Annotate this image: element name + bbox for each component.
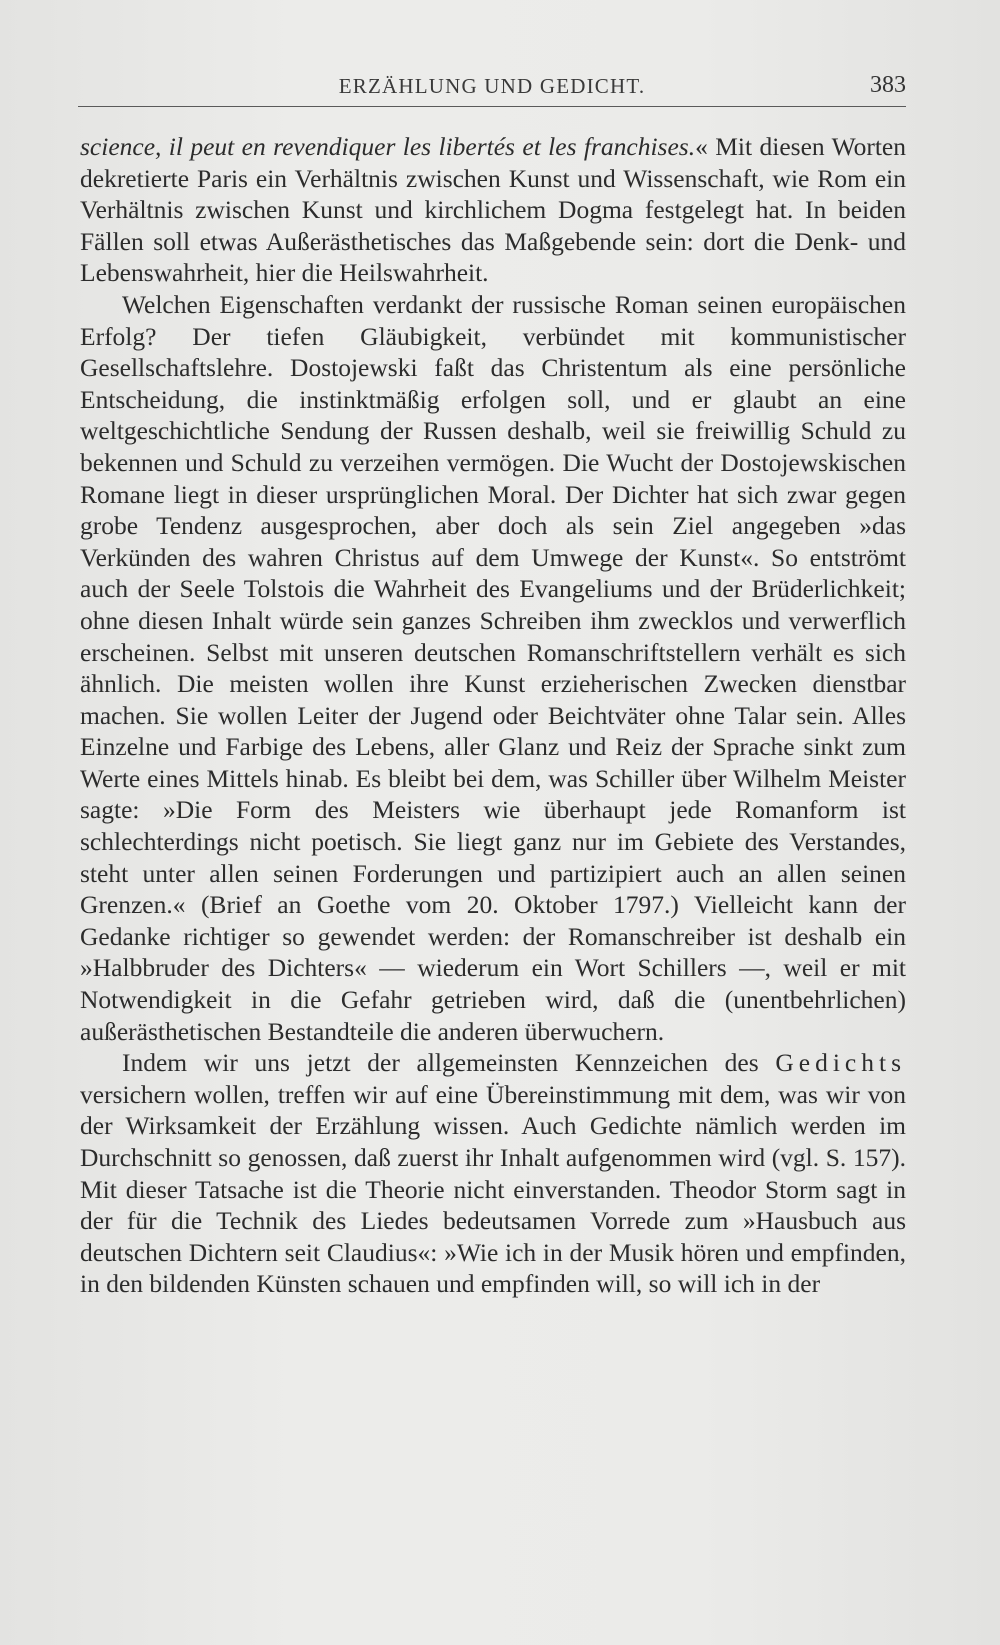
paragraph-3: [80, 1047, 906, 1300]
paragraph-3-text-end: versichern wollen, treffen wir auf eine Übereinstimmung mit dem, was wir von der Wirksamkeit der Erzählung wissen. Auch Gedichte nämlich werden im Durchschnitt so genossen, daß zuerst ihr Inhalt aufgenommen wird (vgl. S. 157). Mit dieser Tatsache ist die Theorie nicht einverstanden. Theodor Storm sagt in der für die Technik des Liedes bedeutsamen Vorrede zum »Hausbuch aus deutschen Dichtern seit Claudius«: »Wie ich in der Musik hören und empfinden, in den bildenden Künsten schauen und empfinden will, so will ich in der: [80, 1079, 906, 1299]
emphasized-word: Gedichts: [775, 1048, 906, 1078]
french-quotation: science, il peut en revendiquer les libertés et les franchises.: [80, 132, 696, 161]
paragraph-3-text-start: Indem wir uns jetzt der allgemeinsten Kennzeichen des: [122, 1048, 776, 1078]
paragraph-1: [80, 131, 906, 289]
paragraph-2: Welchen Eigenschaften verdankt der russische Roman seinen europäischen Erfolg? Der tiefen Gläubigkeit, verbündet mit kommunistischer Gesellschaftslehre. Dostojewski faßt das Christentum als eine persönliche Entscheidung, die instinktmäßig erfolgen soll, und er glaubt an eine weltgeschichtliche Sendung der Russen deshalb, weil sie freiwillig Schuld zu bekennen und Schuld zu verzeihen vermögen. Die Wucht der Dostojewskischen Romane liegt in dieser ursprünglichen Moral. Der Dichter hat sich zwar gegen grobe Tendenz ausgesprochen, aber doch als sein Ziel angegeben »das Verkünden des wahren Christus auf dem Umwege der Kunst«. So entströmt auch der Seele Tolstois die Wahrheit des Evangeliums und der Brüderlichkeit; ohne diesen Inhalt würde sein ganzes Schreiben ihm zwecklos und verwerflich erscheinen. Selbst mit unseren deutschen Romanschriftstellern verhält es sich ähnlich. Die meisten wollen ihre Kunst erzieherischen Zwecken dienstbar machen. Sie wollen Leiter der Jugend oder Beichtväter ohne Talar sein. Alles Einzelne und Farbige des Lebens, aller Glanz und Reiz der Sprache sinkt zum Werte eines Mittels hinab. Es bleibt bei dem, was Schiller über Wilhelm Meister sagte: »Die Form des Meisters wie überhaupt jede Romanform ist schlechterdings nicht poetisch. Sie liegt ganz nur im Gebiete des Verstandes, steht unter allen seinen Forderungen und partizipiert auch an allen seinen Grenzen.« (Brief an Goethe vom 20. Oktober 1797.) Vielleicht kann der Gedanke richtiger so gewendet werden: der Romanschreiber ist deshalb ein »Halbbruder des Dichters« — wiederum ein Wort Schillers —, weil er mit Notwendigkeit in die Gefahr getrieben wird, daß die (unentbehrlichen) außerästhetischen Bestandteile die anderen überwuchern.: [80, 289, 906, 1046]
paragraph-1-text: « Mit diesen Worten dekretierte Paris ein Verhältnis zwischen Kunst und Wissenschaft, wie Rom ein Verhältnis zwischen Kunst und kirchlichem Dogma festgelegt hat. In beiden Fällen soll etwas Außerästhetisches das Maßgebende sein: dort die Denk- und Lebenswahrheit, hier die Heilswahrheit.: [80, 132, 906, 288]
running-title: ERZÄHLUNG UND GEDICHT.: [338, 74, 646, 98]
page-number: 383: [870, 72, 906, 98]
body-text: [80, 131, 906, 1300]
running-head: [78, 72, 906, 107]
